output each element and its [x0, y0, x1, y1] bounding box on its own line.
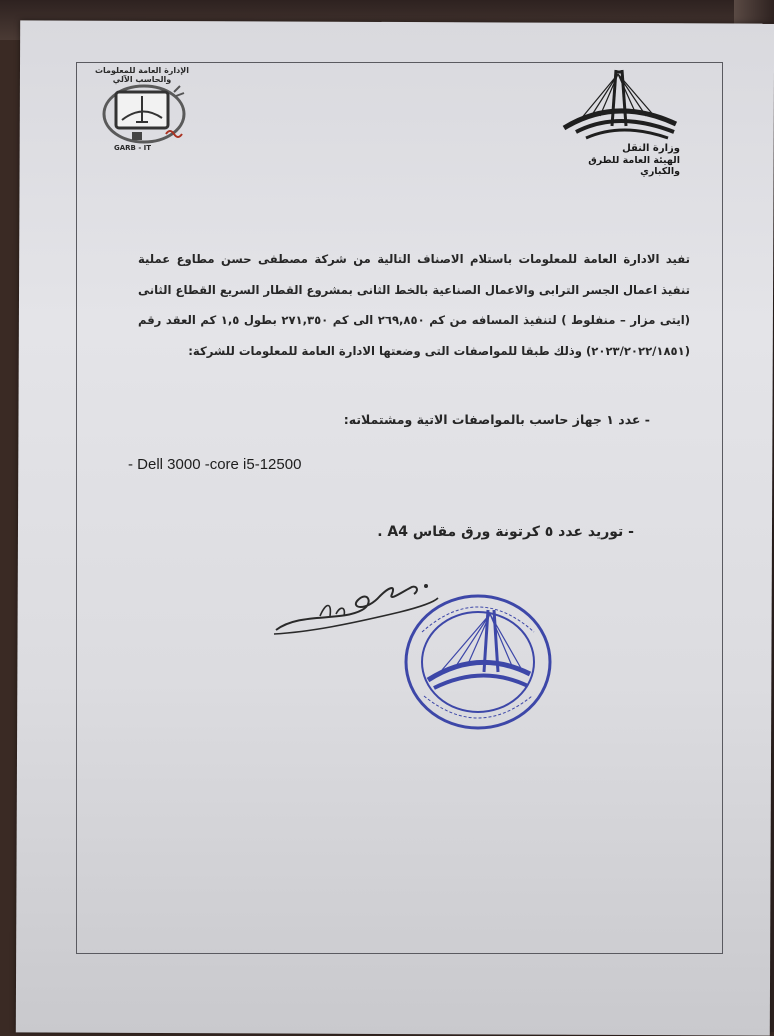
item-paper-cartons: - توريد عدد ٥ كرتونة ورق مقاس A4 .	[377, 524, 634, 540]
roads-bridges-authority-logo	[556, 66, 680, 146]
authority-name: الهيئة العامة للطرق والكباري	[588, 155, 680, 177]
official-seal-stamp	[402, 592, 554, 732]
page-border-frame	[76, 62, 723, 954]
ministry-name: وزارة النقل	[622, 143, 680, 154]
item-computer-spec: - Dell 3000 -core i5-12500	[128, 456, 302, 473]
item-computer: - عدد ١ جهاز حاسب بالمواصفات الاتية ومشتملاته:	[343, 412, 650, 427]
letter-paragraph: تفيد الادارة العامة للمعلومات باستلام الاصناف التالية من شركة مصطفى حسن مطاوع عملية تنفيذ اعمال الجسر الترابى والاعمال الصناعية بالخط الثانى بمشروع القطار السريع القطاع الثانى (ايتى مزار – منفلوط ) لتنفيذ المسافه من كم ٢٦٩,٨٥٠ الى كم ٢٧١,٣٥٠ بطول ١,٥ كم العقد رقم (٢٠٢٣/٢٠٢٢/١٨٥١) وذلك طبقا للمواصفات التى وضعتها الادارة العامة للمعلومات للشركة:	[138, 252, 691, 358]
it-department-code: GARB - IT	[114, 144, 152, 152]
it-department-name: الإدارة العامة للمعلومات والحاسب الآلي	[95, 66, 189, 84]
